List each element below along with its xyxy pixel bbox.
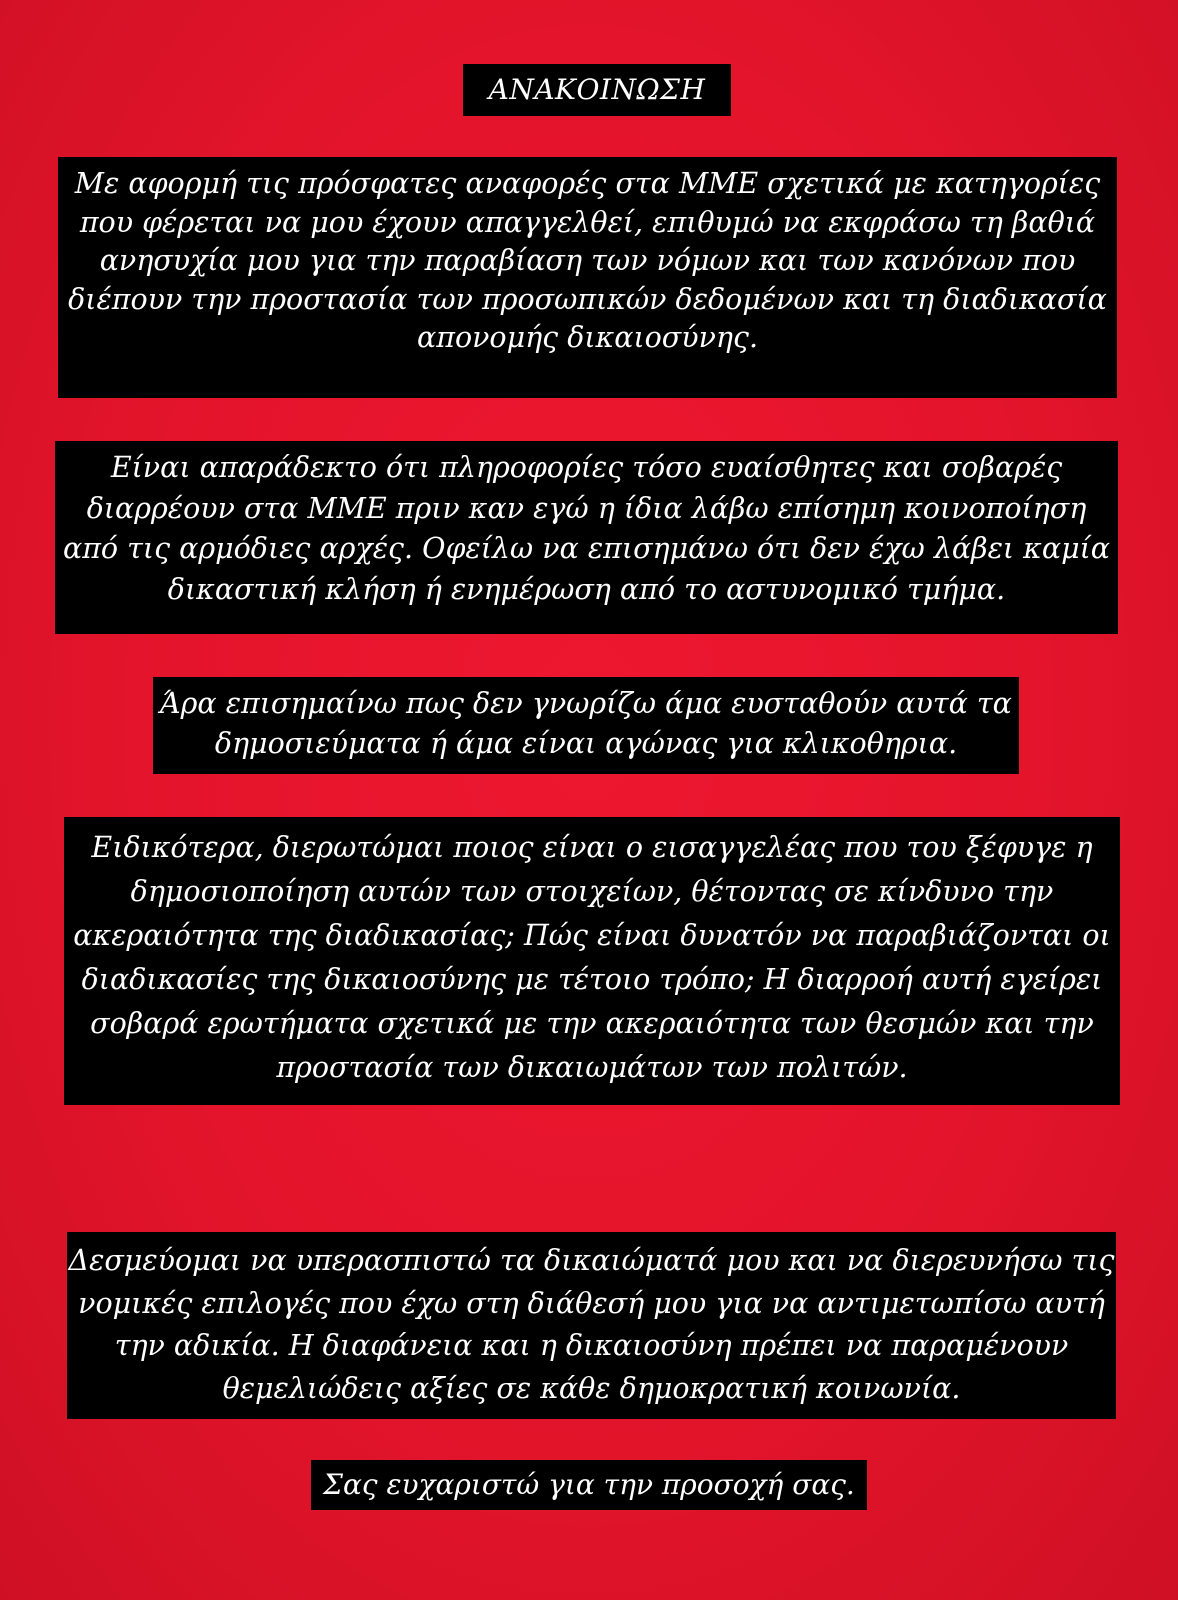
paragraph-commitment: Δεσμεύομαι να υπερασπιστώ τα δικαιώματά μου και να διερευνήσω τις νομικές επιλογές που έχω στη διάθεσή μου για να αντιμετωπίσω αυτή την αδικία. Η διαφάνεια και η δικαιοσύνη πρέπει να παραμένουν θεμελιώδεις αξίες σε κάθε δημοκρατική κοινωνία. (67, 1232, 1116, 1419)
paragraph-clickbait: Άρα επισημαίνω πως δεν γνωρίζω άμα ευσταθούν αυτά τα δημοσιεύματα ή άμα είναι αγώνας για κλικοθηρια. (153, 677, 1019, 774)
paragraph-leak-unacceptable: Είναι απαράδεκτο ότι πληροφορίες τόσο ευαίσθητες και σοβαρές διαρρέουν στα ΜΜΕ πριν καν εγώ η ίδια λάβω επίσημη κοινοποίηση από τις αρμόδιες αρχές. Οφείλω να επισημάνω ότι δεν έχω λάβει καμία δικαστική κλήση ή ενημέρωση από το αστυνομικό τμήμα. (55, 441, 1118, 634)
paragraph-media-reports: Με αφορμή τις πρόσφατες αναφορές στα ΜΜΕ σχετικά με κατηγορίες που φέρεται να μου έχουν απαγγελθεί, επιθυμώ να εκφράσω τη βαθιά ανησυχία μου για την παραβίαση των νόμων και των κανόνων που διέπουν την προστασία των προσωπικών δεδομένων και τη διαδικασία απονομής δικαιοσύνης. (58, 157, 1117, 398)
closing-thanks: Σας ευχαριστώ για την προσοχή σας. (311, 1460, 867, 1510)
paragraph-prosecutor-question: Ειδικότερα, διερωτώμαι ποιος είναι ο εισαγγελέας που του ξέφυγε η δημοσιοποίηση αυτών των στοιχείων, θέτοντας σε κίνδυνο την ακεραιότητα της διαδικασίας; Πώς είναι δυνατόν να παραβιάζονται οι διαδικασίες της δικαιοσύνης με τέτοιο τρόπο; Η διαρροή αυτή εγείρει σοβαρά ερωτήματα σχετικά με την ακεραιότητα των θεσμών και την προστασία των δικαιωμάτων των πολιτών. (64, 817, 1120, 1105)
announcement-title: ΑΝΑΚΟΙΝΩΣΗ (463, 64, 731, 116)
